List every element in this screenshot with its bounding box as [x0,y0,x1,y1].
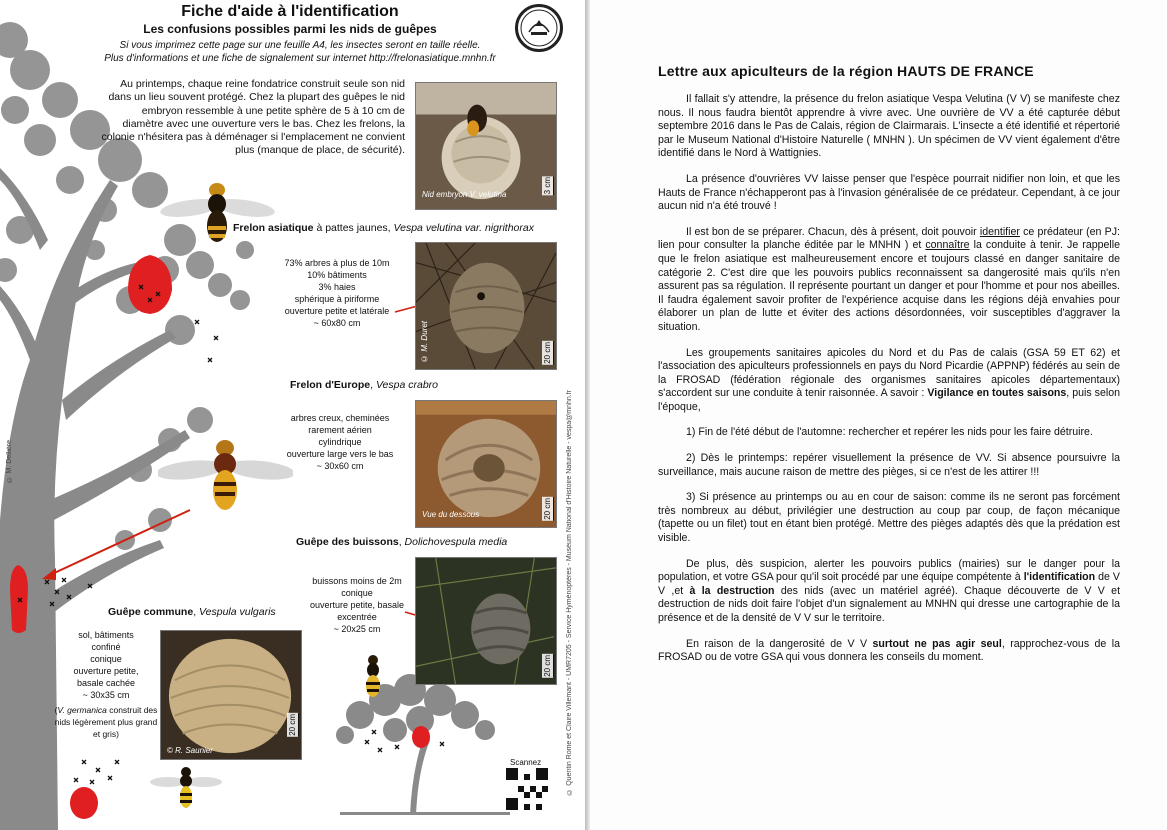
intro-text: Au printemps, chaque reine fondatrice construit seule son nid dans un lieu souvent protégé. Chez la plupart des guêpes le nid embryon ressemble à une petite sphère de 5 à 10 cm de diamètre avec une ouverture vers le bas. Chez les frelons, la colonie n'hésitera pas à déménager si l'emplacement ne convient plus (manque de place, de sécurité). [101,78,405,157]
species-european-hornet-title: Frelon d'Europe, Vespa crabro [290,379,438,391]
sheet-notes [80,39,520,65]
mnhn-logo [515,4,563,52]
letter-paragraph-2: La présence d'ouvrières VV laisse penser que l'espèce pourrait nidifier non loin, et que les Hauts de France n'échapperont pas à l'invasion généralisée de ce prédateur. Cependant, à ce jour aucun nid n'a été trouvé ! [658,172,1120,213]
asian-hornet-nest-photo [415,242,557,370]
asian-hornet-facts: 73% arbres à plus de 10m 10% bâtiments 3% haies sphérique à piriforme ouverture petite et latérale ~ 60x80 cm [284,258,390,328]
asian-hornet-photo-credit: © M. Duret [420,321,429,363]
asian-hornet-image [160,180,275,250]
embryo-caption: Nid embryon V. velutina [422,190,507,199]
european-hornet-photo-caption: Vue du dessous [422,510,480,519]
median-wasp-nest-photo [415,557,557,685]
asian-hornet-scale: 20 cm [543,342,552,364]
embryo-scale: 3 cm [543,176,552,194]
common-wasp-scale: 20 cm [288,714,297,736]
species-asian-hornet-title: Frelon asiatique à pattes jaunes, Vespa velutina var. nigrithorax [233,222,534,234]
letter-paragraph-7: 3) Si présence au printemps ou au en cour de saison: comme ils ne seront pas forcément très nombreux au début, privilégier une destruction au coup par coup, de façon mécanique (tapette ou un filet) tout en étant bien protégé. Mettre des pièges adaptés dès que la prédation est visible. [658,491,1120,545]
embryo-nest-photo [415,82,557,210]
sheet-subtitle: Les confusions possibles parmi les nids de guêpes [143,22,437,36]
side-credit: © Quentin Rome et Claire Villemant - UMR7205 - Service Hyménoptères - Muséum National d'Histoire Naturelle - vespa@mnhn.fr [566,390,573,795]
letter-title: Lettre aux apiculteurs de la région HAUTS DE FRANCE [658,63,1034,79]
median-wasp-image [360,654,386,699]
sheet-title: Fiche d'aide à l'identification [181,3,399,20]
median-wasp-facts: buissons moins de 2m conique ouverture petite, basale excentrée ~ 20x25 cm [309,576,405,634]
print-note: Si vous imprimez cette page sur une feuille A4, les insectes seront en taille réelle. [119,40,481,51]
species-common-wasp-title: Guêpe commune, Vespula vulgaris [108,606,276,618]
european-hornet-facts: arbres creux, cheminées rarement aérien cylindrique ouverture large vers le bas ~ 30x60 cm [286,413,394,471]
letter-paragraph-5: 1) Fin de l'été début de l'automne: rechercher et repérer les nids pour les faire détruire. [686,426,1093,439]
letter-page [590,0,1167,830]
common-wasp-note: (V. germanica construit des nids légèrement plus grand et gris) [54,705,158,739]
letter-paragraph-9: En raison de la dangerosité de V V surtout ne pas agir seul, rapprochez-vous de la FROSAD ou de votre GSA qui vous donnera les conseils du moment. [658,637,1120,664]
common-wasp-image [150,766,222,810]
letter-paragraph-4: Les groupements sanitaires apicoles du Nord et du Pas de calais (GSA 59 ET 62) et l'association des apiculteurs professionnels en pays du Nord Picardie (APPNP) fédérés au sein de la FROSAD (fédération régionale des organismes sanitaires apicoles départementaux) s'accordent sur une conduite à tenir raisonnée. A savoir : Vigilance en toutes saisons, puis selon l'époque, [658,346,1121,413]
letter-paragraph-6: 2) Dès le printemps: repérer visuellement la présence de VV. Si absence poursuivre la surveillance, mais aucune raison de mettre des pièges, si ce n'est de les attirer !!! [658,452,1120,478]
qr-code-icon[interactable] [506,768,548,810]
scan-label: Scannez [510,758,542,767]
species-median-wasp-title: Guêpe des buissons, Dolichovespula media [296,536,508,548]
european-hornet-scale: 20 cm [543,498,552,520]
mnhn-seal-icon [519,8,559,48]
european-hornet-nest-photo [415,400,557,528]
median-wasp-scale: 20 cm [543,655,552,677]
info-note: Plus d'informations et une fiche de signalement sur internet http://frelonasiatique.mnhn.fr [104,53,496,64]
common-wasp-nest-photo [160,630,302,760]
letter-paragraph-3: Il est bon de se préparer. Chacun, dès à présent, doit pouvoir identifier ce prédateur (en PJ: lien pour consulter la planche éditée par le MNHN ) et connaître la conduite à tenir. Je rappelle que le frelon asiatique est malheureusement encore et toujours classé en danger sanitaire de catégorie 2. C'est dire que les pouvoirs publics reconnaissent sa dangerosité mais qu'ils n'en assurent pas sa régulation. Il représente pourtant un danger et pour l'homme et pour nos abeilles. Il faudra également savoir profiter de l'expérience acquise dans les régions déjà envahies pour élaborer un plan de lutte et éviter des actions désordonnées, voir susceptibles d'aggraver la situation. [658,225,1120,333]
common-wasp-photo-credit: © R. Saunier [167,746,213,755]
letter-body [658,93,1120,677]
common-wasp-facts: sol, bâtiments confiné conique ouverture petite, basale cachée ~ 30x35 cm (V. germanica construit des nids légèrement plus grand et gris) [54,630,158,739]
tree-credit: © M. Dellière [6,440,13,483]
letter-paragraph-8: De plus, dès suspicion, alerter les pouvoirs publics (mairies) sur le danger pour la population, et votre GSA pour qu'il soit procédé par une équipe compétente à l'identification de V V ,et à la destruction des nids (avec un matériel agréé). Chaque découverte de V V et destruction de nids doit faire l'objet d'un signalement au MNHN qui dresse une cartographie de la présence et de la densité de V V sur le territoire. [658,557,1121,624]
letter-paragraph-1: Il fallait s'y attendre, la présence du frelon asiatique Vespa Velutina (V V) se manifeste chez nous. Il nous faudra bientôt apprendre à vivre avec. Une ouvrière de VV a été capturée début septembre 2016 dans le Pas de Calais, région de Clairmarais. L'insecte a été identifié et répertorié par le Museum National d'Histoire Naturelle ( MNHN ). Un spécimen de VV vient également d'être identifié dans le Nord à Wattignies. [658,93,1120,160]
